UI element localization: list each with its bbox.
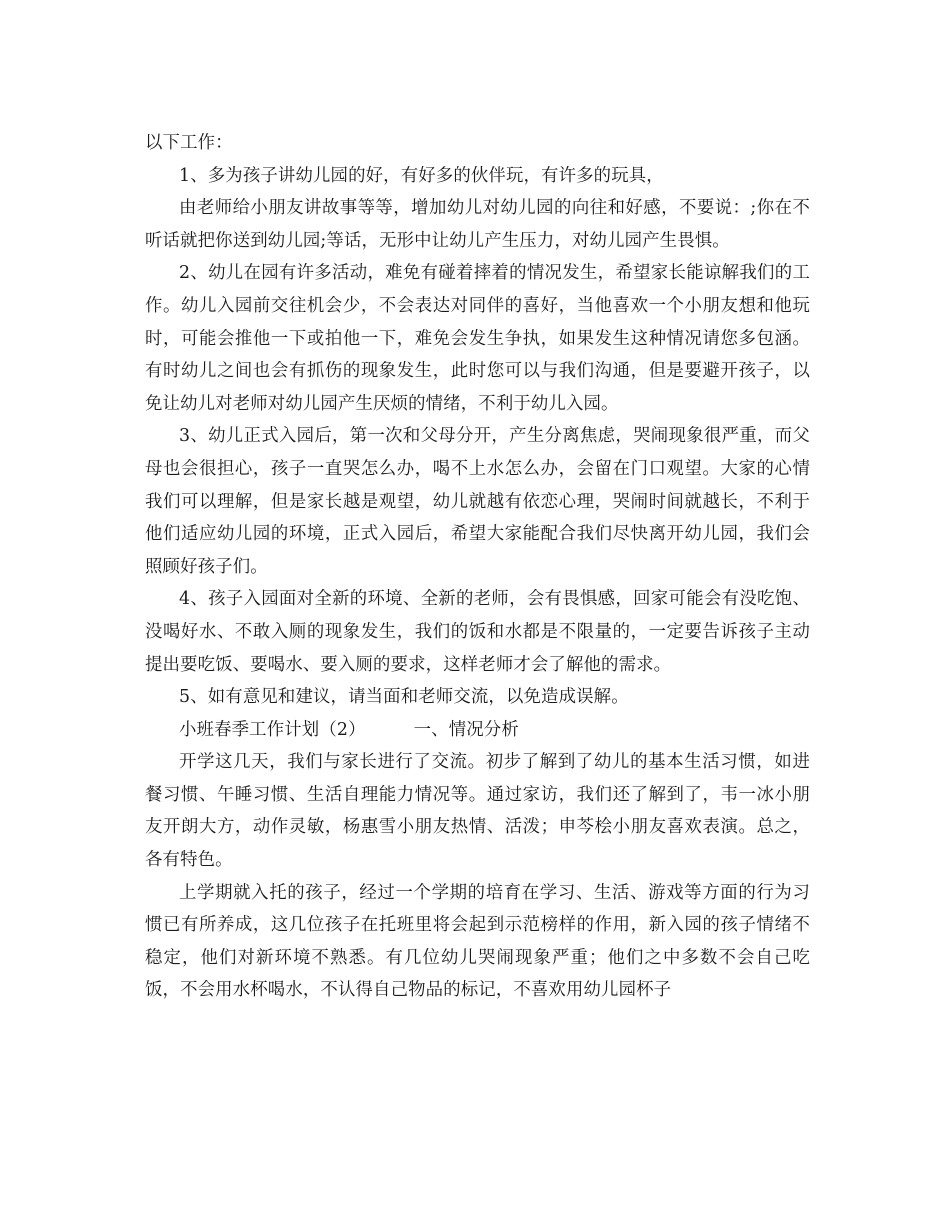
paragraph-situation-2: 上学期就入托的孩子，经过一个学期的培育在学习、生活、游戏等方面的行为习惯已有所养成，这几位孩子在托班里将会起到示范榜样的作用，新入园的孩子情绪不稳定，他们对新环境不熟悉。有几位幼儿哭闹现象严重；他们之中多数不会自己吃饭，不会用水杯喝水，不认得自己物品的标记，不喜欢用幼儿园杯子 (145, 882, 810, 1001)
document-body (145, 127, 810, 1007)
paragraph-item-1-detail: 由老师给小朋友讲故事等等，增加幼儿对幼儿园的向往和好感，不要说：;你在不听话就把你送到幼儿园;等话，无形中让幼儿产生压力，对幼儿园产生畏惧。 (145, 198, 810, 251)
paragraph-intro: 以下工作： (145, 133, 233, 153)
plan-title: 小班春季工作计划（2） (179, 719, 366, 740)
section-title: 一、情况分析 (413, 719, 519, 740)
plan-heading (145, 714, 810, 747)
paragraph-item-3: 3、幼儿正式入园后，第一次和父母分开，产生分离焦虑，哭闹现象很严重，而父母也会很担心，孩子一直哭怎么办，喝不上水怎么办，会留在门口观望。大家的心情我们可以理解，但是家长越是观望，幼儿就越有依恋心理，哭闹时间就越长，不利于他们适应幼儿园的环境，正式入园后，希望大家能配合我们尽快离开幼儿园，我们会照顾好孩子们。 (145, 426, 810, 577)
paragraph-item-5: 5、如有意见和建议，请当面和老师交流，以免造成误解。 (179, 687, 629, 708)
paragraph-item-2: 2、幼儿在园有许多活动，难免有碰着摔着的情况发生，希望家长能谅解我们的工作。幼儿入园前交往机会少，不会表达对同伴的喜好，当他喜欢一个小朋友想和他玩时，可能会推他一下或拍他一下，难免会发生争执，如果发生这种情况请您多包涵。有时幼儿之间也会有抓伤的现象发生，此时您可以与我们沟通，但是要避开孩子，以免让幼儿对老师对幼儿园产生厌烦的情绪，不利于幼儿入园。 (145, 263, 810, 414)
paragraph-item-4: 4、孩子入园面对全新的环境、全新的老师，会有畏惧感，回家可能会有没吃饱、没喝好水、不敢入厕的现象发生，我们的饭和水都是不限量的，一定要告诉孩子主动提出要吃饭、要喝水、要入厕的要求，这样老师才会了解他的需求。 (145, 589, 810, 675)
paragraph-situation-1: 开学这几天，我们与家长进行了交流。初步了解到了幼儿的基本生活习惯，如进餐习惯、午睡习惯、生活自理能力情况等。通过家访，我们还了解到了，韦一冰小朋友开朗大方，动作灵敏，杨惠雪小朋友热情、活泼；申芩桧小朋友喜欢表演。总之，各有特色。 (145, 752, 810, 871)
paragraph-item-1: 1、多为孩子讲幼儿园的好，有好多的伙伴玩，有许多的玩具， (179, 165, 664, 186)
